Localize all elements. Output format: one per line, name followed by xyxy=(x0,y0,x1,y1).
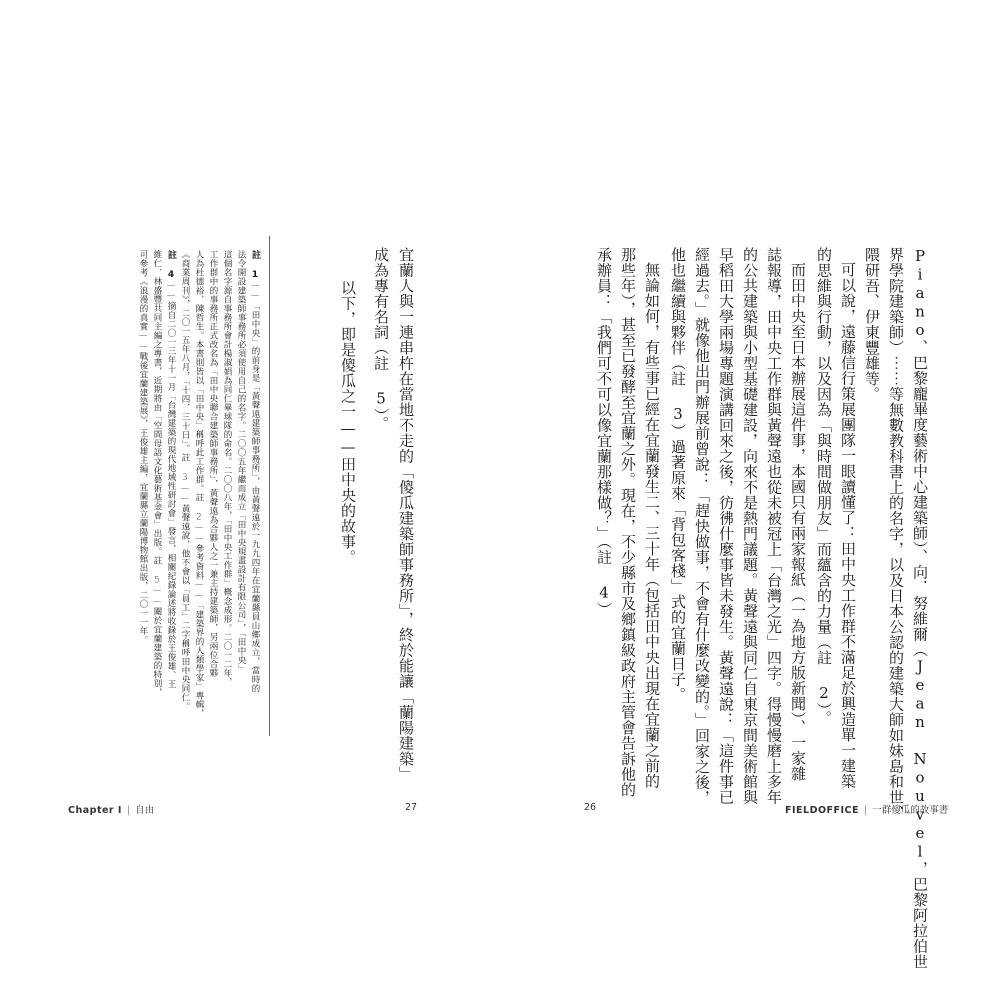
right-body-column-3: 隈研吾、伊東豐雄等。 xyxy=(863,247,881,402)
footnote-column-8: 維仁、林盛豐共同主編之專書，近期將由「空間母語文化藝術基金會」出版。註 5——關於宜蘭建築的特別， xyxy=(152,250,162,697)
right-body-column-10: 經過去。」就像他出門辦展前曾說：「趕快做事，不會有什麼改變的。」回家之後， xyxy=(693,247,711,806)
right-page xyxy=(500,0,1000,1000)
footnote-column-5: 人為杜德裕、陳哲生。本書則皆以「田中央」稱呼此工作群。註 2——參考資料——「建築界的人類學家」專輯， xyxy=(194,250,204,718)
footer-separator: | xyxy=(126,805,131,816)
left-body-column-3: 以下，即是傻瓜之一——田中央的故事。 xyxy=(339,280,357,565)
footnote-head: 註 4 xyxy=(166,250,176,281)
footnote-column-9: 可參考《浪漫的真實——戰後宜蘭建築展》，王俊雄主編，宜蘭縣立蘭陽博物館出版，二〇一一年。 xyxy=(138,250,148,645)
footnote-column-4: 工作群中的事務所正式改名為「田中央聯合建築師事務所」，黃聲遠為合夥人之一兼主持建築師，另兩位合夥 xyxy=(208,250,218,678)
footnote-column-1 xyxy=(250,250,259,693)
left-page-number: 27 xyxy=(405,802,418,813)
footnote-column-7 xyxy=(166,250,175,689)
brand-label: FIELDOFFICE xyxy=(785,805,860,816)
right-body-column-6: 而田中央至日本辦展這件事，本國只有兩家報紙（一為地方版新聞）、一家雜 xyxy=(789,262,807,782)
right-body-column-9: 早稻田大學兩場專題演講回來之後，彷彿什麼事皆未發生。黃聲遠說：「這件事已 xyxy=(717,247,735,805)
footnote-column-3: 這個名字源自事務所會計楊淑娟為同仁畢球隊的命名。二〇〇八年，「田中央工作群」概念成形。二〇一二年， xyxy=(222,250,232,687)
right-body-column-8: 的公共建築與小型基礎建設，向來不是熱門議題。黃聲遠與同仁自東京間美術館與 xyxy=(741,247,759,805)
footnote-column-6: 《商業周刊》，二〇一五年八月，「十四．三十日」。註 3——黃聲遠說，他不會以「員工」二字稱呼田中央同仁。 xyxy=(180,250,190,712)
footnote-head: 註 1 xyxy=(250,250,260,281)
footnote-text: ——「田中央」的前身是「黃聲遠建築師事務所」，由黃聲遠於一九九四年在宜蘭縣員山鄉成立，當時的 xyxy=(250,280,260,694)
right-page-number: 26 xyxy=(584,802,597,813)
right-body-column-11: 他也繼續與夥伴（註 3）過著原來「背包客棧」式的宜蘭日子。 xyxy=(669,247,687,703)
book-title: 一群傻瓜的故事書 xyxy=(872,805,949,816)
right-body-column-5: 的思維與行動，以及因為「與時間做朋友」而蘊含的力量（註 2）。 xyxy=(815,247,833,726)
right-body-column-1: Piano、巴黎龐畢度藝術中心建築師）、向．努維爾（Jean Nouvel，巴黎阿拉伯世 xyxy=(911,247,929,970)
left-body-column-2: 成為專有名詞（註 5）。 xyxy=(372,247,390,432)
right-body-column-12: 無論如何，有些事已經在宜蘭發生二、三十年（包括田中央出現在宜蘭之前的 xyxy=(643,262,661,789)
right-body-column-2: 界學院建築師）⋯⋯等無數教科書上的名字，以及日本公認的建築大師如妹島和世、 xyxy=(887,247,905,821)
chapter-title: 自由 xyxy=(135,805,155,816)
notes-divider-rule xyxy=(269,236,270,736)
right-body-column-7: 誌報導，田中央工作群與黃聲遠也從未被冠上「台灣之光」四字。得慢慢磨上多年 xyxy=(765,247,783,805)
footnote-text: ——摘自二〇一三年十一月「台灣建築的現代地域性研討會」發言，相關紀錄論述將收錄於王俊雄、王 xyxy=(166,280,176,689)
right-footer xyxy=(785,802,948,816)
right-body-column-4: 可以說，遠藤信行策展團隊一眼讀懂了：田中央工作群不滿足於興造單一建築 xyxy=(839,262,857,789)
right-body-column-13: 那些年），甚至已發酵至宜蘭之外。現在，不少縣市及鄉鎮級政府主管會告訴他的 xyxy=(619,247,637,798)
right-body-column-14: 承辦員：「我們可不可以像宜蘭那樣做？」（註 4） xyxy=(595,247,613,618)
left-footer xyxy=(68,802,154,816)
footer-separator: | xyxy=(864,805,868,816)
left-body-column-1: 宜蘭人與一連串杵在當地不走的「傻瓜建築師事務所」，終於能讓「蘭陽建築」 xyxy=(397,247,415,782)
chapter-label: Chapter I xyxy=(68,805,122,816)
footnote-column-2: 法令開設建築師事務所必須使用自己的名字。二〇〇五年繼而成立「田中央規畫設計有限公司」，「田中央」 xyxy=(236,250,246,674)
